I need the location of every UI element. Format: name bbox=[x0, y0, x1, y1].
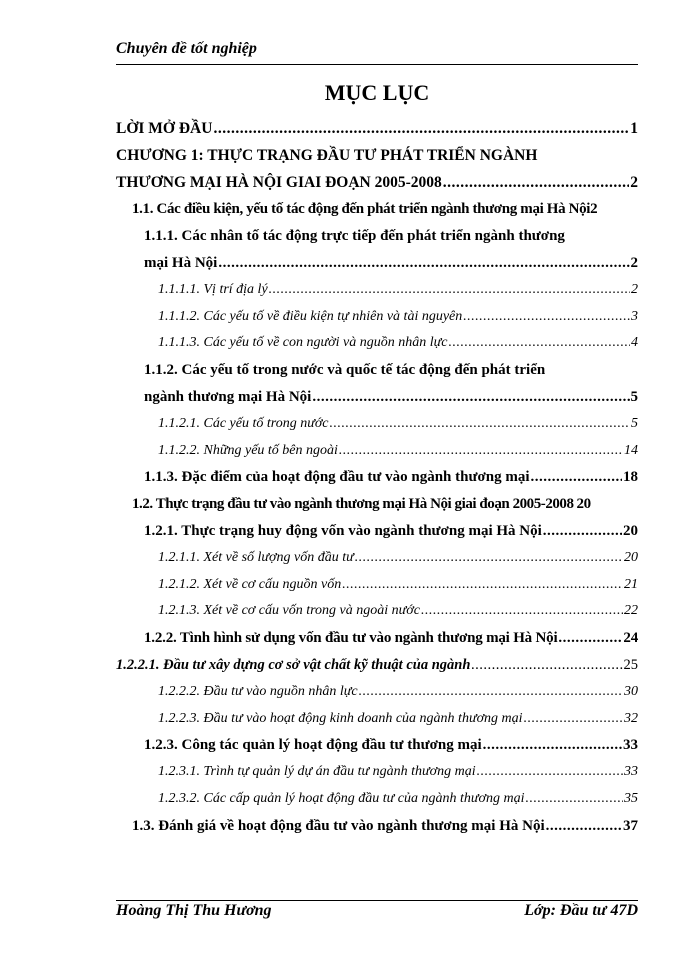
toc-entry-1-1[interactable] bbox=[116, 196, 638, 223]
toc-entry-1-2-1-2[interactable] bbox=[116, 572, 638, 599]
toc-entry-1-1-2-1[interactable] bbox=[116, 411, 638, 438]
footer-rule bbox=[116, 900, 638, 901]
toc-entry-text: CHƯƠNG 1: THỰC TRẠNG ĐẦU TƯ PHÁT TRIỂN NGÀNH bbox=[116, 146, 538, 164]
dot-leader bbox=[359, 679, 623, 706]
dot-leader bbox=[546, 813, 622, 840]
toc-entry-text: 1.2.2.2. Đầu tư vào nguồn nhân lực bbox=[158, 683, 358, 699]
toc-entry-1-2-3-1[interactable] bbox=[116, 759, 638, 786]
toc-entry-text: 1.2.2. Tình hình sử dụng vốn đầu tư vào ngành thương mại Hà Nội bbox=[144, 630, 558, 647]
toc-page-number: 30 bbox=[624, 683, 638, 699]
toc-entry-text: 1.2.2.3. Đầu tư vào hoạt động kinh doanh của ngành thương mại bbox=[158, 710, 523, 726]
toc-entry-text: 1.3. Đánh giá về hoạt động đầu tư vào ngành thương mại Hà Nội bbox=[132, 817, 545, 834]
toc-entry-1-2-1-1[interactable] bbox=[116, 545, 638, 572]
dot-leader bbox=[543, 518, 622, 545]
toc-page-number: 32 bbox=[624, 710, 638, 726]
dot-leader bbox=[558, 625, 622, 652]
dot-leader bbox=[269, 277, 630, 304]
document-title: MỤC LỤC bbox=[324, 80, 430, 105]
toc-entry-1-1-1-1[interactable] bbox=[116, 277, 638, 304]
toc-page-number: 2 bbox=[630, 254, 638, 271]
toc-entry-loi-mo-dau[interactable] bbox=[116, 116, 638, 143]
toc-entry-text: 1.1.2.1. Các yếu tố trong nước bbox=[158, 415, 329, 431]
toc-entry-chuong-1-line-1[interactable] bbox=[116, 143, 638, 170]
toc-entry-1-2-1[interactable] bbox=[116, 518, 638, 545]
toc-entry-text: 1.2.1.3. Xét về cơ cấu vốn trong và ngoài nước bbox=[158, 603, 420, 619]
toc-entry-1-1-3[interactable] bbox=[116, 464, 638, 491]
toc-entry-text: 1.1. Các điều kiện, yếu tố tác động đến phát triển ngành thương mại Hà Nội bbox=[132, 201, 591, 218]
toc-entry-text: LỜI MỞ ĐẦU bbox=[116, 120, 213, 137]
toc-entry-text: 1.1.1.1. Vị trí địa lý bbox=[158, 281, 268, 297]
toc-entry-1-2-2-3[interactable] bbox=[116, 706, 638, 733]
toc-entry-text: 1.1.3. Đặc điểm của hoạt động đầu tư vào ngành thương mại bbox=[144, 469, 530, 486]
toc-entry-1-1-2-line-2[interactable] bbox=[116, 384, 638, 411]
toc-page-number: 2 bbox=[631, 281, 638, 297]
toc-entry-text: THƯƠNG MẠI HÀ NỘI GIAI ĐOẠN 2005-2008 bbox=[116, 173, 442, 191]
toc-page-number: 20 bbox=[576, 496, 591, 513]
toc-page-number: 33 bbox=[623, 737, 638, 754]
dot-leader bbox=[471, 652, 622, 679]
toc-page-number: 5 bbox=[630, 388, 638, 405]
toc-entry-1-2-2-2[interactable] bbox=[116, 679, 638, 706]
toc-page-number: 24 bbox=[623, 630, 638, 647]
toc-entry-1-2-1-3[interactable] bbox=[116, 598, 638, 625]
toc-entry-text: 1.1.2.2. Những yếu tố bên ngoài bbox=[158, 442, 338, 458]
toc-entry-text: 1.2.1. Thực trạng huy động vốn vào ngành thương mại Hà Nội bbox=[144, 522, 542, 539]
toc-entry-text: 1.2.2.1. Đầu tư xây dựng cơ sở vật chất kỹ thuật của ngành bbox=[116, 656, 471, 673]
toc-entry-1-1-2-line-1[interactable] bbox=[116, 357, 638, 384]
running-header: Chuyên đề tốt nghiệp bbox=[116, 40, 257, 57]
running-footer bbox=[116, 902, 638, 920]
header-rule bbox=[116, 64, 638, 65]
toc-entry-1-1-1-line-1[interactable] bbox=[116, 223, 638, 250]
toc-page-number: 4 bbox=[631, 335, 638, 351]
toc-page-number: 37 bbox=[623, 817, 638, 834]
toc-entry-1-2-3[interactable] bbox=[116, 732, 638, 759]
toc-entry-1-2[interactable] bbox=[116, 491, 638, 518]
toc-entry-text: 1.1.1. Các nhân tố tác động trực tiếp đến phát triển ngành thương bbox=[144, 228, 565, 245]
toc-page-number: 21 bbox=[624, 576, 638, 592]
dot-leader bbox=[218, 250, 629, 277]
toc-entry-1-2-2-1[interactable] bbox=[116, 652, 638, 679]
toc-entry-1-3[interactable] bbox=[116, 813, 638, 840]
toc-entry-1-2-3-2[interactable] bbox=[116, 786, 638, 813]
toc-entry-text: 1.2.1.1. Xét về số lượng vốn đầu tư bbox=[158, 549, 354, 565]
dot-leader bbox=[330, 411, 630, 438]
toc-entry-1-1-2-2[interactable] bbox=[116, 438, 638, 465]
toc-entry-text: 1.1.1.2. Các yếu tố về điều kiện tự nhiên và tài nguyên bbox=[158, 308, 463, 324]
dot-leader bbox=[355, 545, 623, 572]
dot-leader bbox=[531, 464, 622, 491]
toc-entry-1-1-1-2[interactable] bbox=[116, 304, 638, 331]
toc-entry-chuong-1-line-2[interactable] bbox=[116, 170, 638, 197]
dot-leader bbox=[342, 572, 623, 599]
toc-entry-1-1-1-3[interactable] bbox=[116, 330, 638, 357]
dot-leader bbox=[443, 170, 629, 197]
toc-page-number: 25 bbox=[623, 656, 638, 673]
toc-page-number: 3 bbox=[631, 308, 638, 324]
toc-page-number: 20 bbox=[623, 522, 638, 539]
toc-page-number: 2 bbox=[590, 201, 598, 218]
toc-page-number: 22 bbox=[624, 603, 638, 619]
toc-page-number: 2 bbox=[630, 173, 638, 191]
toc-entry-1-2-2[interactable] bbox=[116, 625, 638, 652]
footer-class: Lớp: Đầu tư 47D bbox=[524, 902, 638, 919]
toc-page-number: 1 bbox=[630, 120, 638, 137]
toc-entry-text: 1.2.3.2. Các cấp quản lý hoạt động đầu tư của ngành thương mại bbox=[158, 790, 525, 806]
toc-entry-text: ngành thương mại Hà Nội bbox=[144, 388, 312, 405]
toc-entry-text: 1.1.1.3. Các yếu tố về con người và nguồn nhân lực bbox=[158, 335, 448, 351]
toc-entry-text: 1.1.2. Các yếu tố trong nước và quốc tế tác động đến phát triển bbox=[144, 362, 546, 379]
dot-leader bbox=[477, 759, 623, 786]
dot-leader bbox=[463, 304, 630, 331]
toc-entry-text: 1.2.1.2. Xét về cơ cấu nguồn vốn bbox=[158, 576, 342, 592]
toc-page-number: 18 bbox=[623, 469, 638, 486]
toc-entry-1-1-1-line-2[interactable] bbox=[116, 250, 638, 277]
dot-leader bbox=[421, 598, 623, 625]
toc-page-number: 5 bbox=[631, 415, 638, 431]
dot-leader bbox=[312, 384, 629, 411]
dot-leader bbox=[339, 438, 623, 465]
footer-author: Hoàng Thị Thu Hương bbox=[116, 902, 272, 919]
toc-page-number: 14 bbox=[624, 442, 638, 458]
dot-leader bbox=[526, 786, 624, 813]
toc-entry-text: 1.2. Thực trạng đầu tư vào ngành thương mại Hà Nội giai đoạn 2005-2008 bbox=[132, 496, 574, 513]
toc-entry-text: 1.2.3. Công tác quản lý hoạt động đầu tư thương mại bbox=[144, 737, 482, 754]
dot-leader bbox=[483, 732, 622, 759]
toc-entry-text: mại Hà Nội bbox=[144, 254, 218, 271]
dot-leader bbox=[213, 116, 629, 143]
toc-page-number: 33 bbox=[624, 764, 638, 780]
toc-page-number: 35 bbox=[624, 790, 638, 806]
toc-page-number: 20 bbox=[624, 549, 638, 565]
dot-leader bbox=[448, 330, 630, 357]
table-of-contents bbox=[116, 116, 638, 840]
toc-entry-text: 1.2.3.1. Trình tự quản lý dự án đầu tư ngành thương mại bbox=[158, 764, 476, 780]
dot-leader bbox=[524, 706, 623, 733]
